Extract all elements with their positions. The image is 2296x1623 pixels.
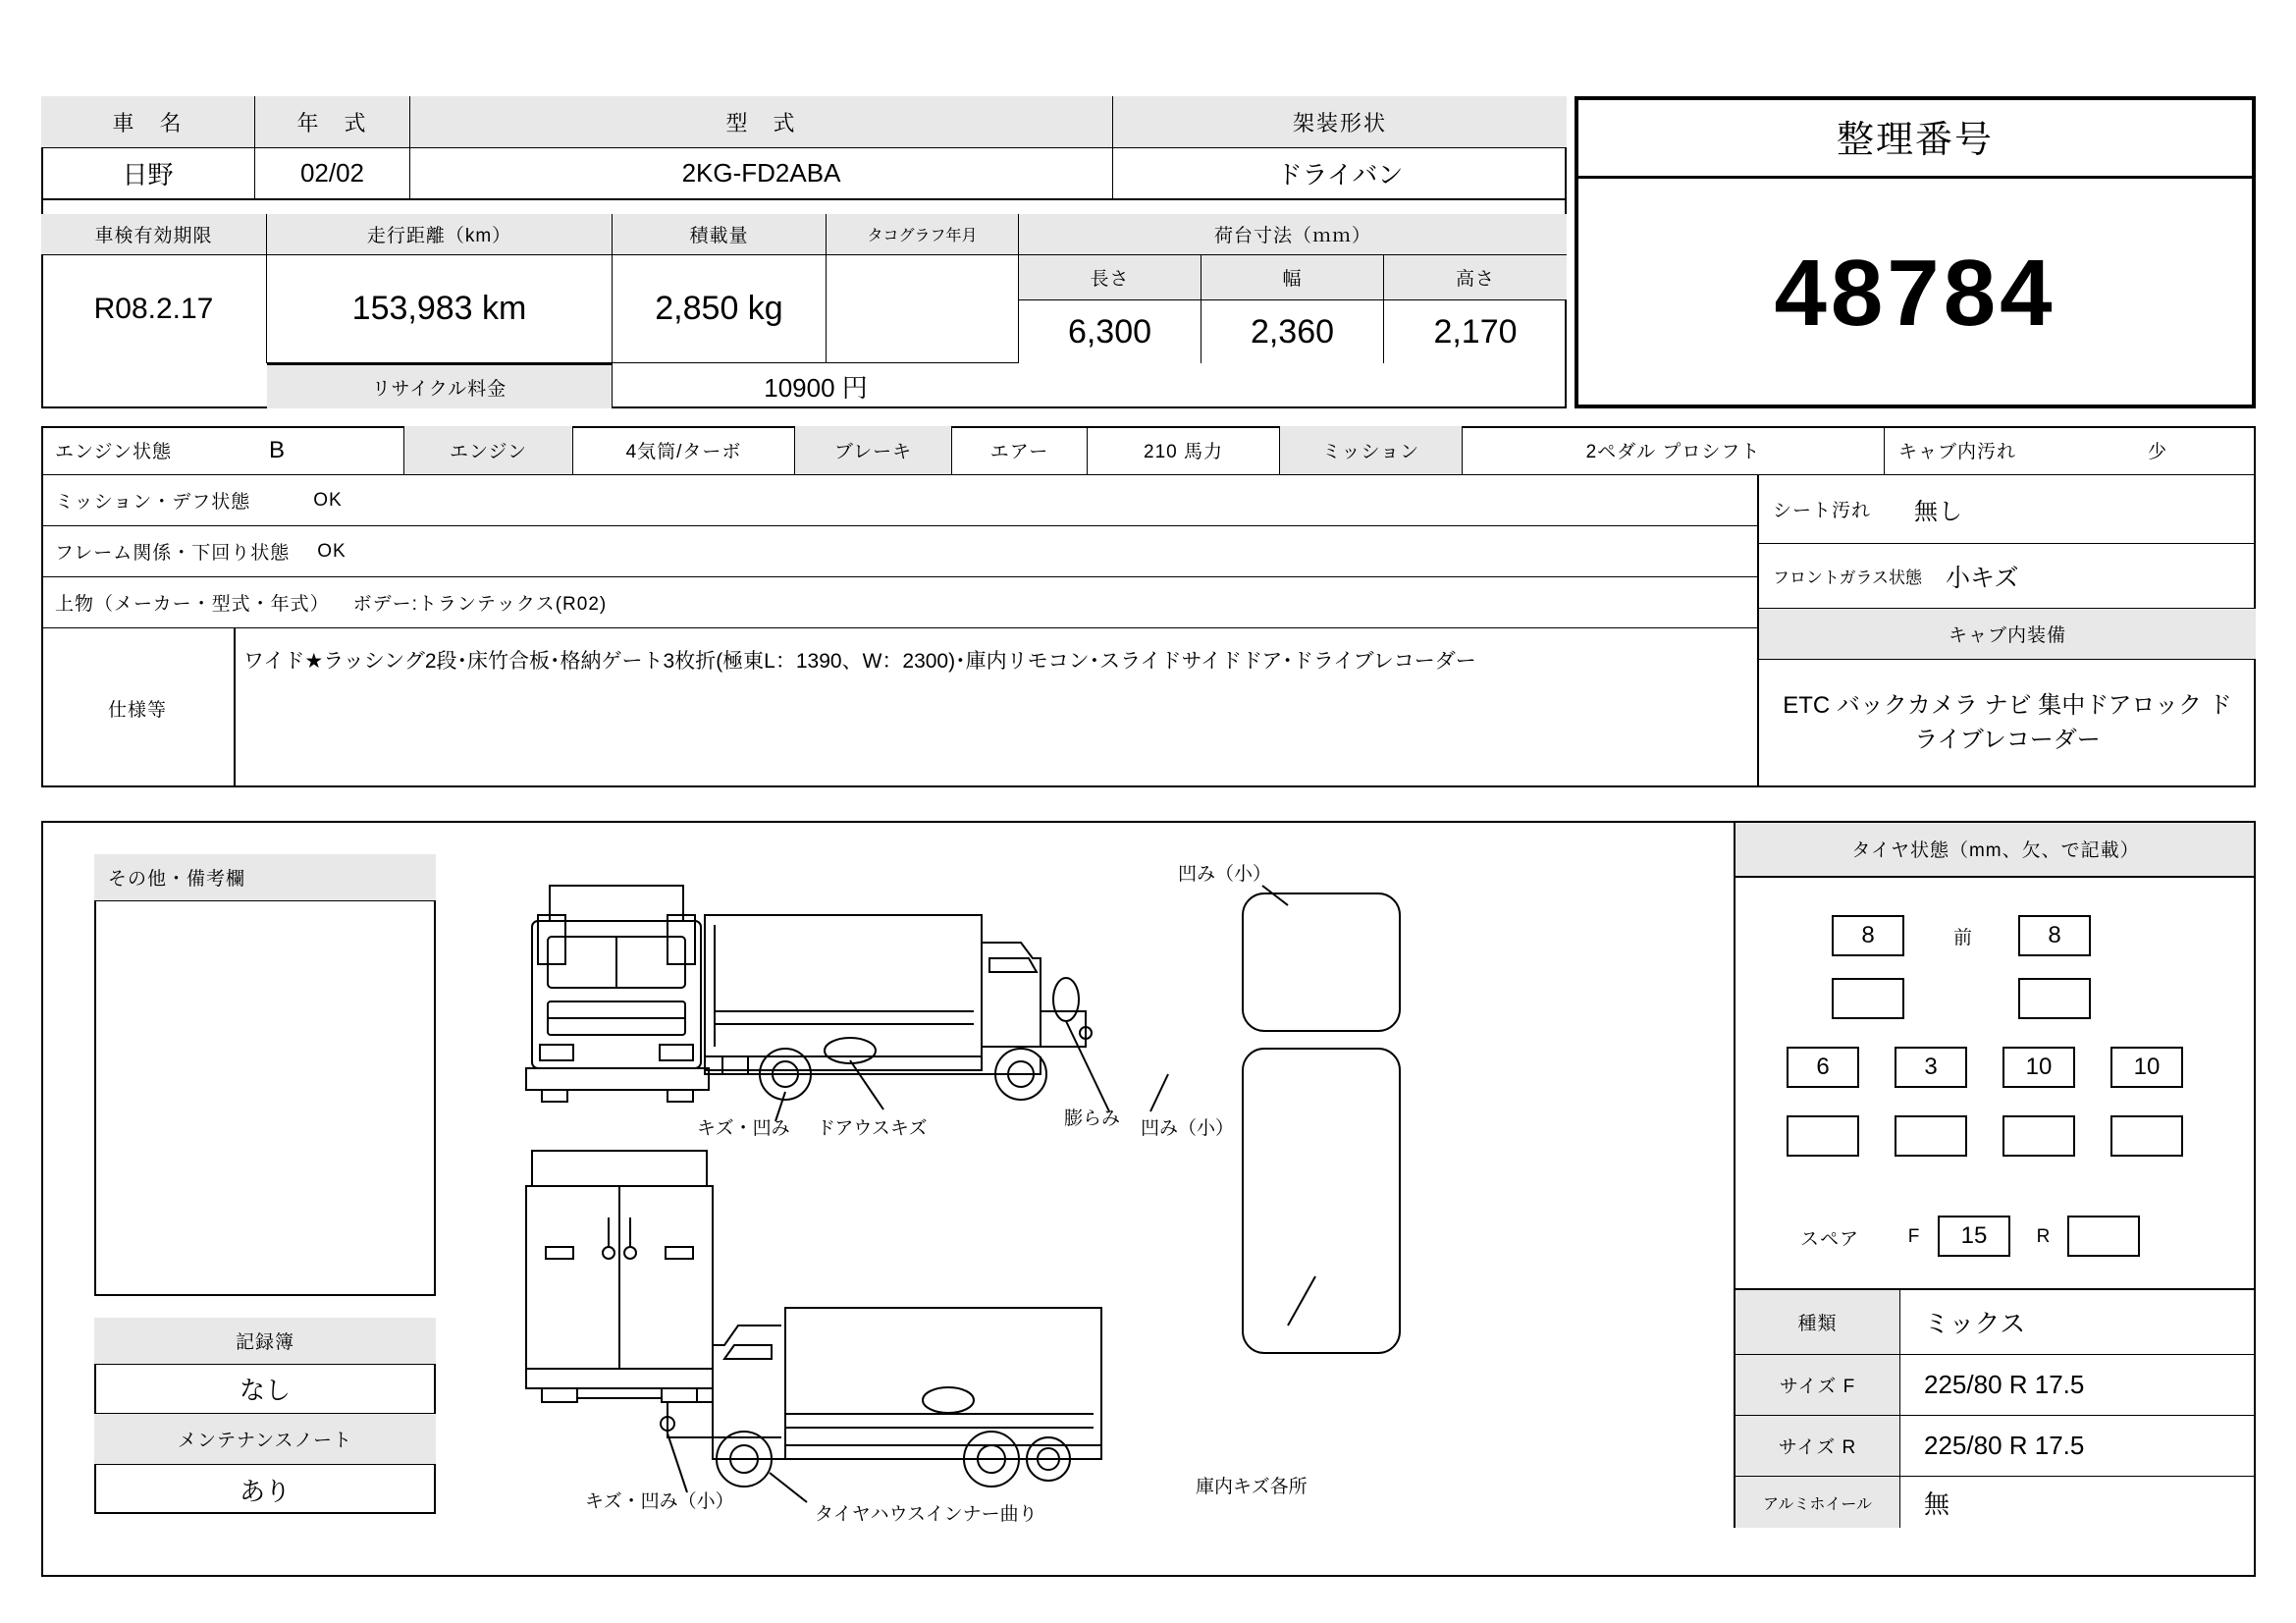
value-bed-height: 2,170 [1433, 312, 1518, 351]
value-mission-diff: OK [313, 489, 343, 511]
annotation-dent-small-right: 凹み（小） [1141, 1118, 1235, 1139]
value-front-glass: 小キズ [1945, 564, 2019, 592]
row-front-glass [1759, 544, 2256, 609]
row-seat-dirt [1759, 475, 2256, 544]
tire-spare-r-value [2067, 1216, 2140, 1257]
label-tire-size-r: サイズ R [1734, 1416, 1900, 1477]
label-engine-state-text: エンジン状態 [55, 442, 173, 462]
label-remarks: その他・備考欄 [94, 854, 436, 901]
header-control-number: 整理番号 [1575, 96, 2256, 179]
value-vehicle-name: 日野 [41, 148, 255, 200]
header-model-year: 年 式 [255, 96, 410, 148]
value-recycle-fee: 10900 円 [764, 372, 868, 403]
value-tire-size-f: 225/80 R 17.5 [1900, 1355, 2256, 1416]
truck-diagrams [491, 864, 1649, 1571]
value-body-maker: ボデー:トランテックス(R02) [352, 594, 608, 615]
label-alloy-wheel: アルミホイール [1734, 1477, 1900, 1528]
label-tire-size-f: サイズ F [1734, 1355, 1900, 1416]
label-front-glass: フロントガラス状態 [1773, 568, 1922, 587]
annotation-door-scratch: ドアウスキズ [817, 1118, 928, 1139]
tire-panel-title: タイヤ状態（mm、欠、で記載） [1734, 821, 2256, 878]
value-control-number: 48784 [1774, 241, 2056, 346]
tire-rear-6 [1895, 1115, 1967, 1157]
value-seat-dirt: 無し [1914, 499, 1964, 525]
value-horsepower: 210 馬力 [1088, 426, 1280, 475]
row-frame-state [41, 526, 1759, 577]
tire-spare-f-value: 15 [1938, 1216, 2010, 1257]
header-tachograph: タコグラフ年月 [827, 214, 1019, 255]
tire-spare-r-label: R [2036, 1226, 2052, 1247]
annotation-bulge: 膨らみ [1064, 1109, 1121, 1129]
label-frame-state: フレーム関係・下回り状態 [55, 543, 291, 564]
value-load-capacity: 2,850 kg [613, 255, 827, 363]
value-tire-type: ミックス [1900, 1290, 2256, 1355]
tire-front-left: 8 [1832, 915, 1904, 956]
value-tire-size-r: 225/80 R 17.5 [1900, 1416, 2256, 1477]
value-bed-width: 2,360 [1201, 300, 1384, 363]
label-cab-dirt [1885, 426, 2256, 475]
value-body-shape: ドライバン [1113, 148, 1567, 200]
tire-front-label: 前 [1952, 927, 1973, 948]
value-engine: 4気筒/ターボ [573, 426, 795, 475]
label-seat-dirt: シート汚れ [1773, 501, 1872, 521]
value-model-year: 02/02 [255, 148, 410, 200]
label-mission-diff: ミッション・デフ状態 [55, 492, 251, 513]
header-mileage: 走行距離（km） [267, 214, 613, 255]
label-brake: ブレーキ [795, 426, 952, 475]
tire-front-row2-right [2018, 978, 2091, 1019]
value-mission: 2ペダル プロシフト [1463, 426, 1885, 475]
header-body-shape: 架装形状 [1113, 96, 1567, 148]
header-vehicle-name: 車 名 [41, 96, 255, 148]
header-model-code: 型 式 [410, 96, 1113, 148]
value-model-code: 2KG-FD2ABA [410, 148, 1113, 200]
annotation-dent-small-top: 凹み（小） [1178, 864, 1272, 885]
value-cab-equipment: ETC バックカメラ ナビ 集中ドアロック ドライブレコーダー [1783, 692, 2232, 753]
label-body-maker: 上物（メーカー・型式・年式） [55, 594, 330, 615]
value-remarks [94, 901, 436, 1294]
tire-rear-8 [2110, 1115, 2183, 1157]
tire-rear-1: 6 [1787, 1047, 1859, 1088]
value-mileage: 153,983 km [267, 255, 613, 363]
tire-rear-4: 10 [2110, 1047, 2183, 1088]
annotation-interior-scratches: 庫内キズ各所 [1196, 1477, 1308, 1497]
header-bed-width: 幅 [1201, 255, 1384, 300]
value-maintenance-note: あり [239, 1476, 291, 1506]
value-spec: ワイド★ラッシング2段･床竹合板･格納ゲート3枚折(極東L：1390、W：2300)･庫内リモコン･スライドサイドドア･ドライブレコーダー [243, 650, 1476, 673]
label-tire-type: 種類 [1734, 1290, 1900, 1355]
header-bed-length: 長さ [1019, 255, 1201, 300]
value-tachograph [827, 255, 1019, 363]
label-mission: ミッション [1280, 426, 1463, 475]
tire-rear-2: 3 [1895, 1047, 1967, 1088]
tire-spare-label: スペア [1799, 1228, 1859, 1250]
header-inspection-expiry: 車検有効期限 [41, 214, 267, 255]
value-engine-state: B [268, 436, 286, 463]
tire-spare-f-label: F [1907, 1226, 1921, 1247]
row-body-maker [41, 577, 1759, 628]
tire-rear-3: 10 [2002, 1047, 2075, 1088]
header-recycle-fee: リサイクル料金 [267, 363, 613, 408]
tire-front-right: 8 [2018, 915, 2091, 956]
label-cab-dirt-text: キャブ内汚れ [1898, 442, 2017, 462]
label-spec: 仕様等 [107, 699, 167, 721]
header-bed-height: 高さ [1384, 255, 1567, 300]
value-alloy-wheel: 無 [1924, 1488, 1950, 1519]
annotation-scratch-dent: キズ・凹み [697, 1118, 790, 1139]
value-bed-length: 6,300 [1019, 300, 1201, 363]
label-cab-equipment: キャブ内装備 [1759, 609, 2256, 660]
label-maintenance-note: メンテナンスノート [94, 1414, 436, 1465]
value-brake: エアー [952, 426, 1088, 475]
value-frame-state: OK [317, 540, 347, 562]
label-engine: エンジン [404, 426, 573, 475]
value-record-book: なし [94, 1365, 436, 1414]
value-cab-dirt: 少 [2147, 442, 2167, 462]
tire-rear-5 [1787, 1115, 1859, 1157]
row-mission-diff [41, 475, 1759, 526]
tire-front-row2-left [1832, 978, 1904, 1019]
annotation-scratch-dent-small: キズ・凹み（小） [585, 1491, 734, 1512]
value-inspection-expiry: R08.2.17 [41, 255, 267, 363]
header-bed-dimensions: 荷台寸法（ｍｍ） [1019, 214, 1567, 255]
tire-rear-7 [2002, 1115, 2075, 1157]
label-engine-state [41, 426, 404, 475]
annotation-tire-house-inner: タイヤハウスインナー曲り [815, 1504, 1038, 1525]
label-record-book: 記録簿 [94, 1318, 436, 1365]
header-load-capacity: 積載量 [613, 214, 827, 255]
